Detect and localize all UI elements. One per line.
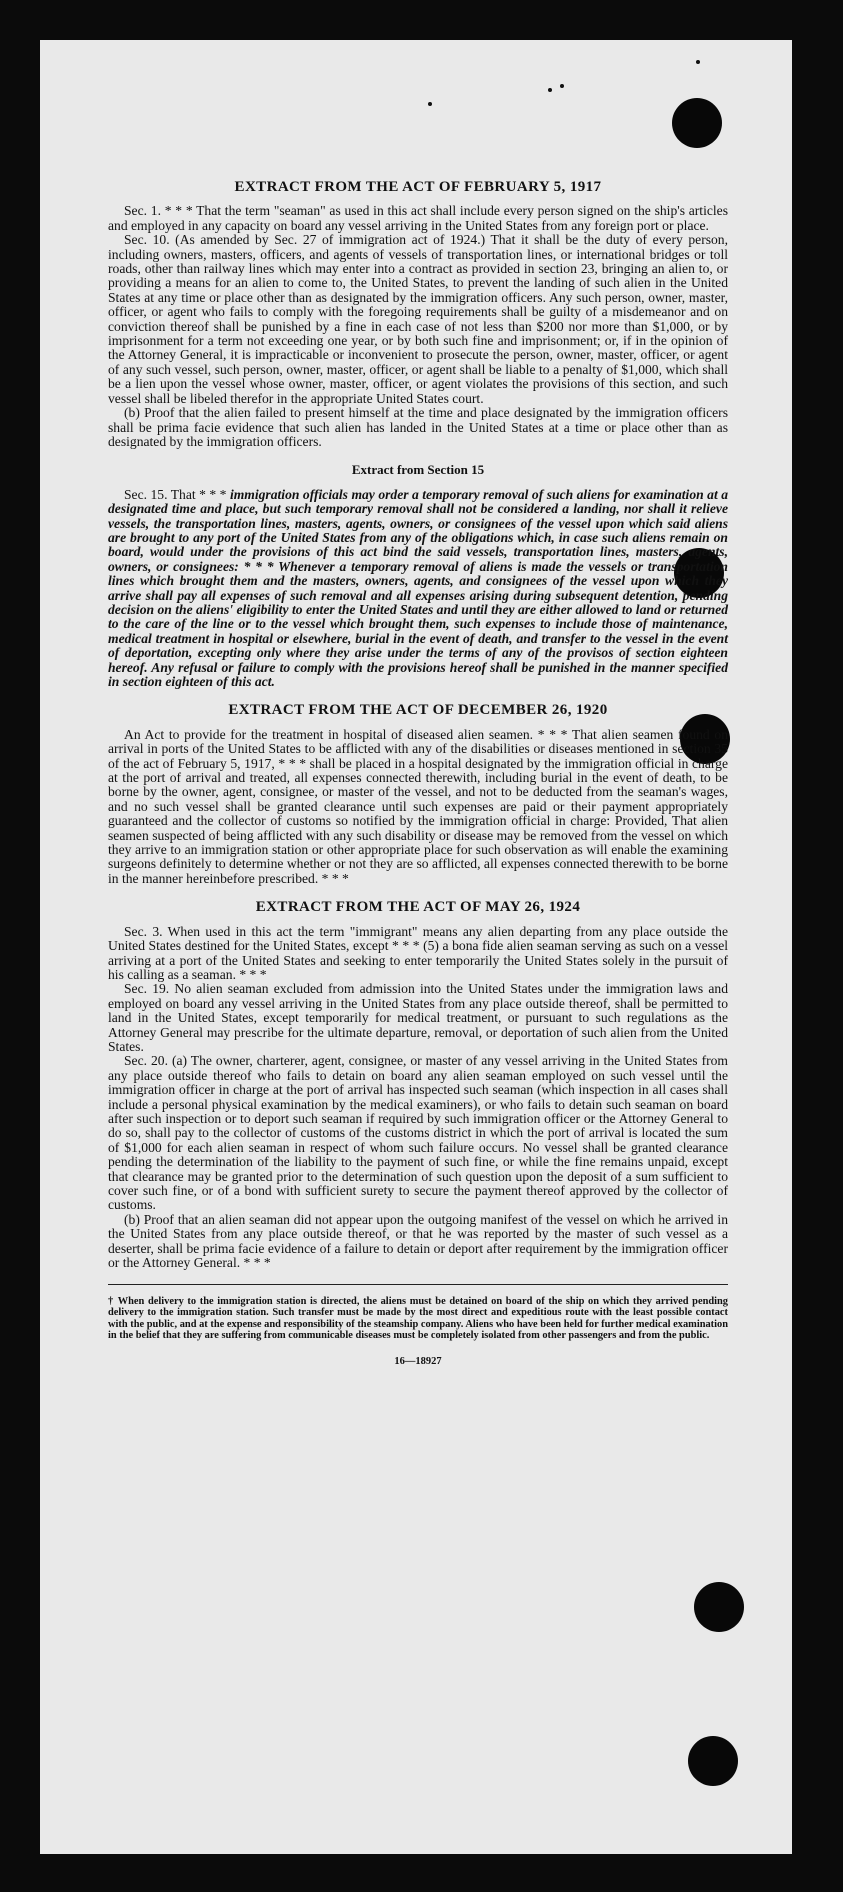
paragraph-sec-1: Sec. 1. * * * That the term "seaman" as used in this act shall include every person signed on the ship's articles and employed in any capacity on board any vessel arriving in the United States from any foreign port or place.: [108, 203, 728, 233]
dust-speck: [548, 88, 552, 92]
footnote: † When delivery to the immigration station is directed, the aliens must be detained on board of the ship on which they arrived pending delivery to the immigration station. Such transfer must be made by the most direct and expeditious route with the least possible contact with the public, and at the expense and responsibility of the steamship company. Aliens who have been held for further medical examination in the belief that they are suffering from communicable diseases must be completely isolated from other passengers and from the public.: [108, 1295, 728, 1342]
heading-act-1920: EXTRACT FROM THE ACT OF DECEMBER 26, 1920: [228, 702, 608, 719]
heading-section-15: Extract from Section 15: [351, 462, 485, 478]
heading-act-1917: EXTRACT FROM THE ACT OF FEBRUARY 5, 1917: [234, 179, 602, 195]
punch-hole-bottom: [688, 1736, 738, 1786]
punch-hole-lower: [694, 1582, 744, 1632]
paragraph-sec-20-b: (b) Proof that an alien seaman did not appear upon the outgoing manifest of the vessel on which he arrived in the United States from any place outside thereof, or that he was reported by the master of such vessel as a deserter, shall be prima facie evidence of a failure to detain or deport after requirement by the immigration officer or the Attorney General. * * *: [108, 1211, 728, 1271]
page-number: 16—18927: [394, 1356, 442, 1368]
heading-act-1924: EXTRACT FROM THE ACT OF MAY 26, 1924: [255, 899, 581, 916]
paragraph-sec-10: Sec. 10. (As amended by Sec. 27 of immigration act of 1924.) That it shall be the duty of every person, including owners, masters, officers, and agents of vessels of transportation lines, or international bridges or toll roads, other than railway lines which may enter into a contract as provided in section 23, bringing an alien to, or providing a means for an alien to come to, the United States, to prevent the landing of such alien in the United States at any time or place other than as designated by the immigration officers. Any such person, owner, master, officer, or agent who fails to comply with the foregoing requirements shall be guilty of a misdemeanor and on conviction thereof shall be punished by a fine in each case of not less than $200 nor more than $1,000, or by imprisonment for a term not exceeding one year, or by both such fine and imprisonment; or, if in the opinion of the Attorney General, it is impracticable or inconvenient to prosecute the person, owner, master, officer, or agent of any such vessel, such person, owner, master, officer, or agent shall be liable to a penalty of $1,000, which shall be a lien upon the vessel whose owner, master, officer, or agent violates the provisions of this section, and such vessel shall be libeled therefor in the appropriate United States court.: [108, 232, 728, 406]
sec-15-italic-text: immigration officials may order a temporary removal of such aliens for examination at a designated time and place, but such temporary removal shall not be considered a landing, nor shall it relieve vessels, the transportation lines, masters, agents, owners, or consignees of the vessel upon which said aliens are brought to any port of the United States from any of the obligations which, in case such aliens remain on board, would under the provisions of this act bind the said vessels, transportation lines, masters, agents, owners, or consignees: * * * Whenever a temporary removal of aliens is made the vessels or transportation lines which brought them and the masters, owners, agents, and consignees of the vessel upon which they arrive shall pay all expenses of such removal and all expenses arising during subsequent detention, pending decision on the aliens' eligibility to enter the United States and until they are either allowed to land or returned to the care of the line or to the vessel which brought them, such expenses to include those of maintenance, medical treatment in hospital or elsewhere, burial in the event of death, and transfer to the vessel in the event of deportation, excepting only where they arise under the terms of any of the provisos of section eighteen hereof. Any refusal or failure to comply with the provisions hereof shall be punished in the manner specified in section eighteen of this act.: [108, 486, 729, 689]
dust-speck: [560, 84, 564, 88]
paragraph-act-1920: An Act to provide for the treatment in hospital of diseased alien seamen. * * * That alien seamen found on arrival in ports of the United States to be afflicted with any of the disabilities or diseases mentioned in section 35 of the act of February 5, 1917, * * * shall be placed in a hospital designated by the immigration official in charge at the port of arrival and treated, all expenses connected therewith, including burial in the event of death, to be borne by the owner, agent, consignee, or master of the vessel, and not to be deducted from the seaman's wages, and no such vessel shall be granted clearance until such expenses are paid or their payment appropriately guaranteed and the collector of customs so notified by the immigration official in charge: Provided, That alien seamen suspected of being afflicted with any such disability or disease may be removed from the vessel on which they arrive to an immigration station or other appropriate place for such observation as will enable the examining surgeons definitely to determine whether or not they are so afflicted, all expenses connected therewith to be borne in the manner hereinbefore prescribed. * * *: [108, 726, 728, 886]
paragraph-sec-3: Sec. 3. When used in this act the term "immigrant" means any alien departing from any place outside the United States destined for the United States, except * * * (5) a bona fide alien seaman serving as such on a vessel arriving at a port of the United States and seeking to enter temporarily the United States solely in the pursuit of his calling as a seaman. * * *: [108, 923, 728, 982]
paragraph-sec-20-a: Sec. 20. (a) The owner, charterer, agent, consignee, or master of any vessel arriving in the United States from any place outside thereof who fails to detain on board any alien seaman employed on such vessel until the immigration officer in charge at the port of arrival has inspected such seaman (which inspection in all cases shall include a personal physical examination by the medical examiners), or who fails to detain such seaman on board after such inspection or to deport such seaman if required by such immigration officer or the Attorney General to do so, shall pay to the collector of customs of the customs district in which the port of arrival is located the sum of $1,000 for each alien seaman in respect of whom such failure occurs. No vessel shall be granted clearance pending the determination of the liability to the payment of such fine, or while the fine remains unpaid, except that clearance may be granted prior to the determination of such question upon the deposit of a sum sufficient to cover such fine, or of a bond with sufficient surety to secure the payment thereof approved by the collector of customs.: [108, 1053, 728, 1213]
paragraph-sec-10-b: (b) Proof that the alien failed to present himself at the time and place designated by the immigration officers shall be prima facie evidence that such alien has landed in the United States at a time or place other than as designated by the immigration officers.: [108, 405, 728, 449]
paragraph-sec-19: Sec. 19. No alien seaman excluded from admission into the United States under the immigration laws and employed on board any vessel arriving in the United States from any place outside thereof, shall be permitted to land in the United States, except temporarily for medical treatment, or pursuant to such regulations as the Attorney General may prescribe for the ultimate departure, removal, or deportation of such alien from the United States.: [108, 981, 728, 1054]
dust-speck: [428, 102, 432, 106]
dust-speck: [696, 60, 700, 64]
document-page: [40, 40, 792, 1854]
paragraph-sec-15: [108, 488, 728, 690]
punch-hole-top: [672, 98, 722, 148]
sec-15-lead: Sec. 15. That * * *: [124, 486, 230, 502]
footnote-divider: [108, 1284, 728, 1285]
document-text: [108, 180, 728, 1370]
